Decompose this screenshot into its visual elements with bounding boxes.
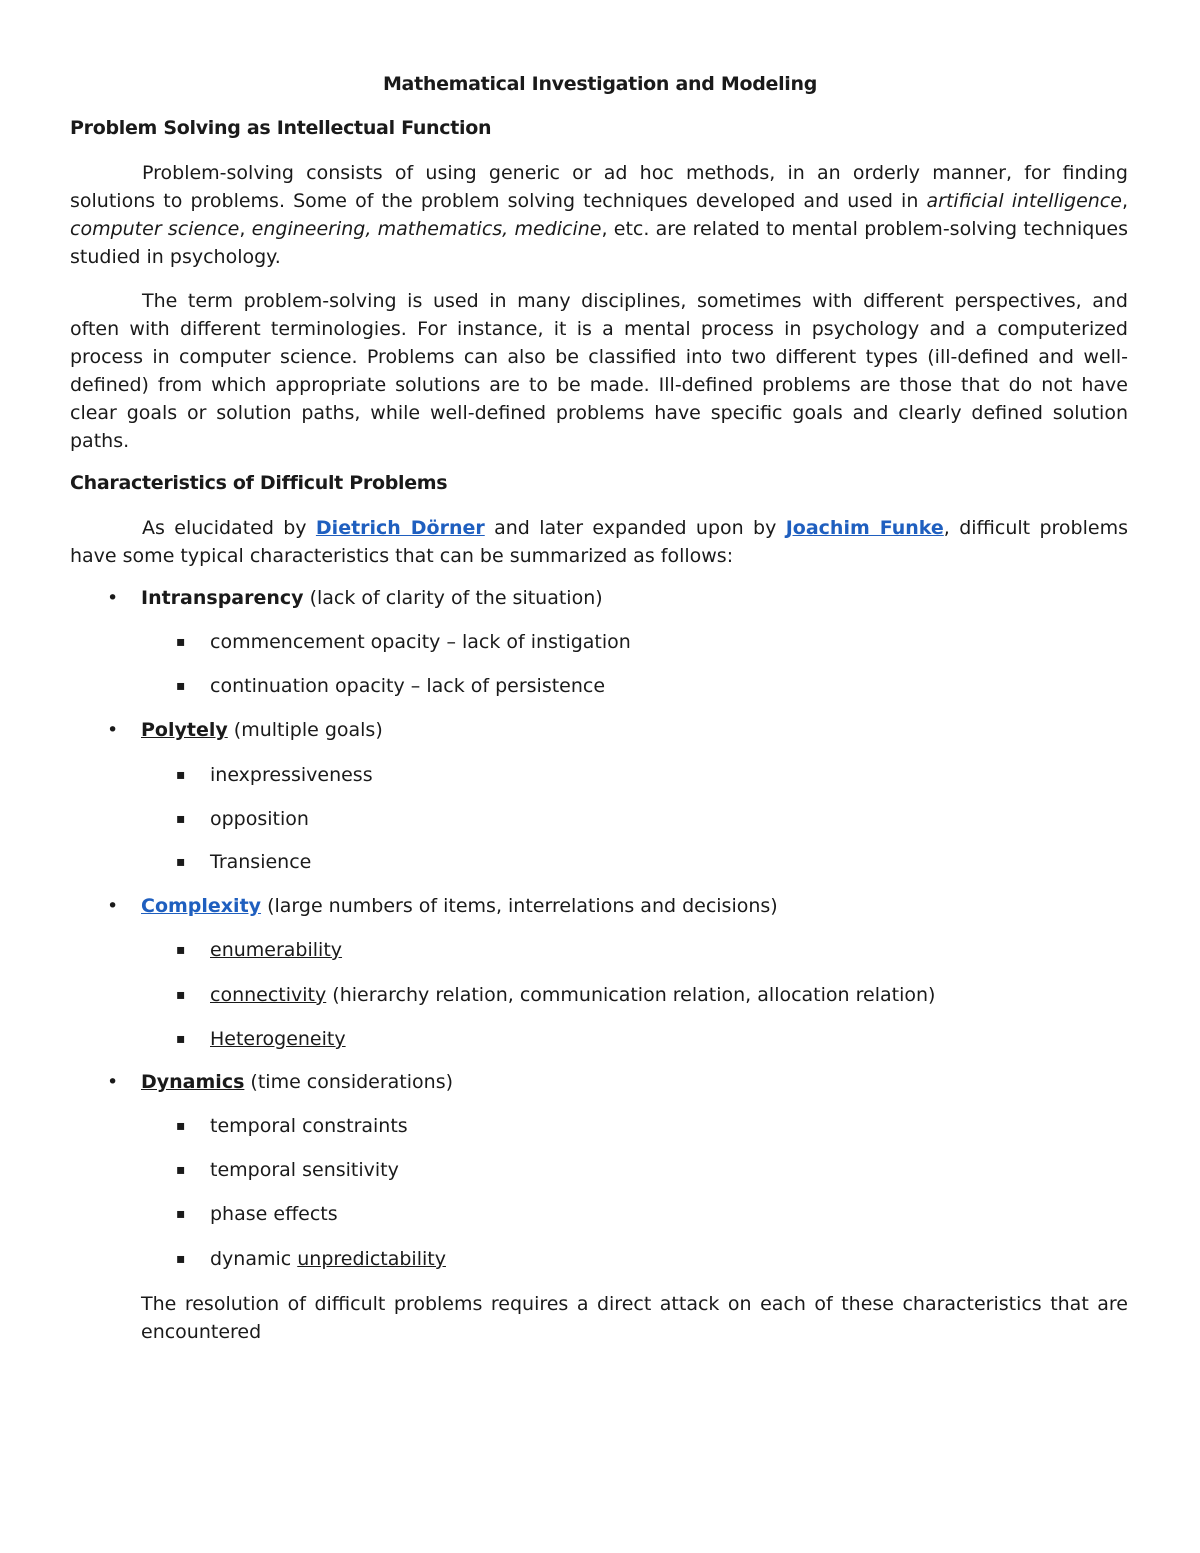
paragraph-text: , etc. are related to mental problem-solving techniques studied in psychology. bbox=[70, 218, 1128, 268]
sub-item-text: phase effects bbox=[210, 1203, 338, 1225]
sub-item-text: temporal constraints bbox=[210, 1115, 408, 1137]
paragraph-problem-solving-terminology: The term problem-solving is used in many disciplines, sometimes with different perspectives, and often with different terminologies. For instance, it is a mental process in psychology and a computerized process in computer science. Problems can also be classified into two different types (ill-defined and well-defined) from which appropriate solutions are to be made. Ill-defined problems are those that do not have clear goals or solution paths, while well-defined problems have specific goals and clearly defined solution paths. bbox=[70, 290, 1128, 452]
bullet-icon: • bbox=[107, 587, 119, 609]
square-bullet-icon: ▪ bbox=[176, 1206, 186, 1222]
paragraph-characteristics-intro bbox=[70, 514, 1128, 570]
term-polytely: Polytely bbox=[141, 719, 228, 741]
section-heading-problem-solving: Problem Solving as Intellectual Function bbox=[70, 117, 492, 139]
paragraph-closing: The resolution of difficult problems requires a direct attack on each of these characteristics that are encountered bbox=[141, 1293, 1128, 1343]
paragraph-text: Problem-solving consists of using generic or ad hoc methods, in an orderly manner, for finding solutions to problems. Some of the problem solving techniques developed and used in bbox=[70, 162, 1128, 212]
term-intransparency: Intransparency bbox=[141, 587, 304, 609]
link-enumerability[interactable]: enumerability bbox=[210, 939, 343, 961]
square-bullet-icon: ▪ bbox=[176, 1118, 186, 1134]
term-description: (time considerations) bbox=[244, 1071, 454, 1093]
sub-list-item bbox=[176, 984, 935, 1006]
square-bullet-icon: ▪ bbox=[176, 1251, 186, 1267]
square-bullet-icon: ▪ bbox=[176, 1031, 186, 1047]
sub-list-item bbox=[176, 675, 605, 697]
list-item-dynamics bbox=[107, 1071, 453, 1093]
bullet-icon: • bbox=[107, 719, 119, 741]
section-heading-characteristics: Characteristics of Difficult Problems bbox=[70, 472, 448, 494]
sub-item-text: continuation opacity – lack of persistence bbox=[210, 675, 606, 697]
emphasis-computer-science: computer science bbox=[70, 218, 240, 240]
term-dynamics: Dynamics bbox=[141, 1071, 245, 1093]
square-bullet-icon: ▪ bbox=[176, 678, 186, 694]
link-complexity[interactable]: Complexity bbox=[141, 895, 262, 917]
sub-list-item bbox=[176, 1115, 408, 1137]
separator: , bbox=[239, 218, 252, 240]
sub-list-item bbox=[176, 631, 631, 653]
sub-list-item bbox=[176, 939, 342, 961]
sub-list-item bbox=[176, 1203, 338, 1225]
sub-item-text: opposition bbox=[210, 808, 309, 830]
list-item-polytely bbox=[107, 719, 383, 741]
paragraph-text: and later expanded upon by bbox=[484, 517, 786, 539]
link-heterogeneity[interactable]: Heterogeneity bbox=[210, 1028, 346, 1050]
sub-item-text: temporal sensitivity bbox=[210, 1159, 399, 1181]
sub-item-text: inexpressiveness bbox=[210, 764, 373, 786]
square-bullet-icon: ▪ bbox=[176, 987, 186, 1003]
paragraph-text: , difficult problems have some typical characteristics that can be summarized as follows: bbox=[70, 517, 1128, 567]
link-unpredictability[interactable]: unpredictability bbox=[297, 1248, 446, 1270]
term-description: (lack of clarity of the situation) bbox=[303, 587, 603, 609]
emphasis-disciplines: engineering, mathematics, medicine bbox=[251, 218, 602, 240]
emphasis-ai: artificial intelligence bbox=[926, 190, 1122, 212]
sub-list-item bbox=[176, 764, 373, 786]
link-dietrich-dorner[interactable]: Dietrich Dörner bbox=[315, 517, 485, 539]
sub-list-item bbox=[176, 1159, 399, 1181]
square-bullet-icon: ▪ bbox=[176, 767, 186, 783]
sub-list-item bbox=[176, 1248, 446, 1270]
square-bullet-icon: ▪ bbox=[176, 942, 186, 958]
sub-item-text: (hierarchy relation, communication relation, allocation relation) bbox=[326, 984, 936, 1006]
paragraph-problem-solving-definition bbox=[70, 159, 1128, 271]
separator: , bbox=[1121, 190, 1128, 212]
list-item-complexity bbox=[107, 895, 778, 917]
document-title: Mathematical Investigation and Modeling bbox=[382, 73, 818, 95]
square-bullet-icon: ▪ bbox=[176, 854, 186, 870]
paragraph-text: As elucidated by bbox=[142, 517, 316, 539]
bullet-icon: • bbox=[107, 1071, 119, 1093]
sub-item-text: Transience bbox=[210, 851, 312, 873]
sub-list-item bbox=[176, 808, 309, 830]
term-description: (large numbers of items, interrelations and decisions) bbox=[261, 895, 778, 917]
link-connectivity[interactable]: connectivity bbox=[210, 984, 327, 1006]
square-bullet-icon: ▪ bbox=[176, 1162, 186, 1178]
bullet-icon: • bbox=[107, 895, 119, 917]
sub-item-text: dynamic bbox=[210, 1248, 298, 1270]
square-bullet-icon: ▪ bbox=[176, 811, 186, 827]
square-bullet-icon: ▪ bbox=[176, 634, 186, 650]
sub-list-item bbox=[176, 1028, 346, 1050]
sub-item-text: commencement opacity – lack of instigation bbox=[210, 631, 631, 653]
term-description: (multiple goals) bbox=[227, 719, 383, 741]
list-item-intransparency bbox=[107, 587, 603, 609]
sub-list-item bbox=[176, 851, 311, 873]
link-joachim-funke[interactable]: Joachim Funke bbox=[785, 517, 944, 539]
